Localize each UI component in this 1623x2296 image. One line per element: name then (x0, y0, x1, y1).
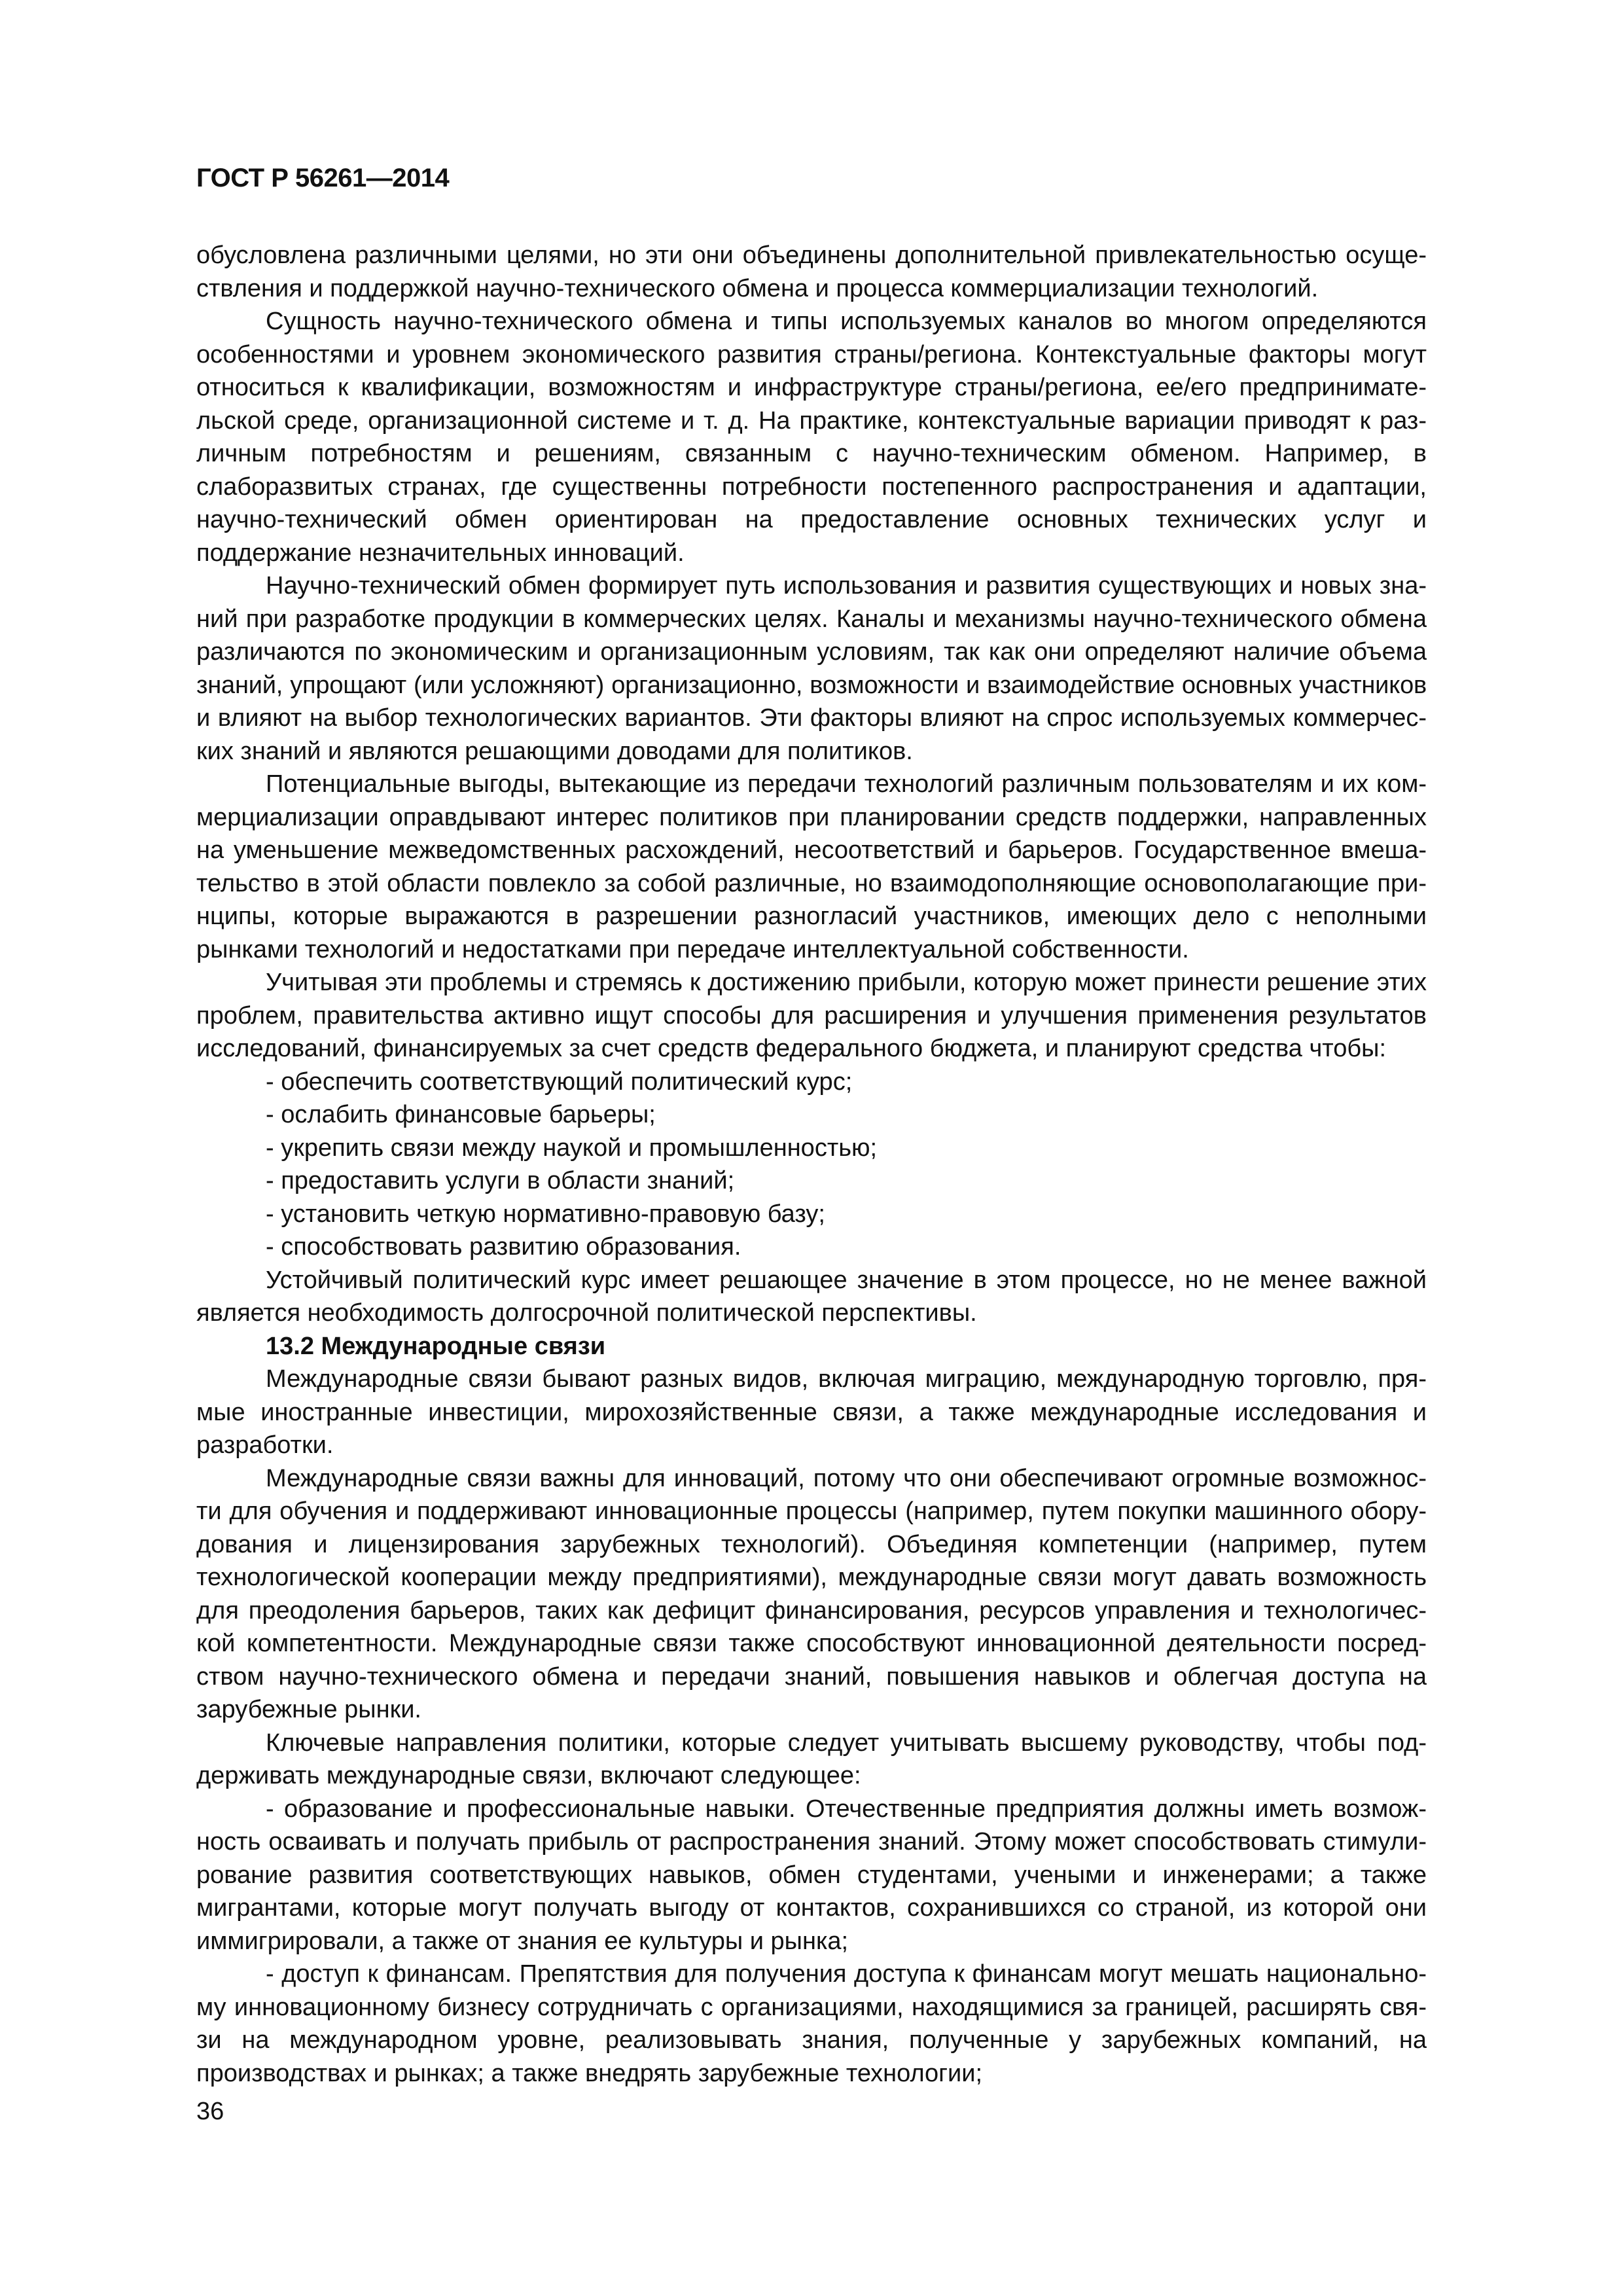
text-line: научно-технический обмен ориентирован на предоставление основных технических услуг и (196, 506, 1427, 533)
text-line: Ключевые направления политики, которые следует учитывать высшему руководству, чтобы под- (266, 1729, 1427, 1757)
text-line: мерциализации оправдывают интерес политиков при планировании средств поддержки, направленных (196, 803, 1427, 831)
text-line: Учитывая эти проблемы и стремясь к достижению прибыли, которую может принести решение этих (266, 969, 1427, 996)
text-line: му инновационному бизнесу сотрудничать с организациями, находящимися за границей, расширять свя- (196, 1993, 1427, 2021)
text-line: рование развития соответствующих навыков, обмен студентами, учеными и инженерами; а также (196, 1861, 1427, 1889)
text-line: иммигрировали, а также от знания ее культуры и рынка; (196, 1927, 849, 1955)
text-line: производствах и рынках; а также внедрять зарубежные технологии; (196, 2059, 983, 2087)
text-line: технологической кооперации между предприятиями), международные связи могут давать возможность (196, 1564, 1427, 1591)
list-item (196, 1164, 1427, 1198)
text-line: разработки. (196, 1431, 334, 1459)
paragraph (196, 966, 1427, 1066)
text-line: рынками технологий и недостатками при передаче интеллектуальной собственности. (196, 935, 1189, 963)
text-line: исследований, финансируемых за счет средств федерального бюджета, и планируют средства чтобы: (196, 1035, 1387, 1062)
paragraph (196, 1958, 1427, 2090)
text-line: относиться к квалификации, возможностям и инфраструктуре страны/региона, ее/его предпринимате- (196, 374, 1427, 401)
text-line: на уменьшение межведомственных расхождений, несоответствий и барьеров. Государственное вмеша- (196, 836, 1427, 864)
text-line: личным потребностям и решениям, связанным с научно-техническим обменом. Например, в (196, 440, 1427, 467)
text-line: проблем, правительства активно ищут способы для расширения и улучшения применения результатов (196, 1001, 1427, 1030)
text-line: кой компетентности. Международные связи также способствуют инновационной деятельности посред- (196, 1630, 1427, 1657)
text-line: держивать международные связи, включают следующее: (196, 1762, 861, 1789)
text-line: ствления и поддержкой научно-технического обмена и процесса коммерциализации технологий. (196, 274, 1319, 302)
text-line: является необходимость долгосрочной политической перспективы. (196, 1299, 977, 1327)
paragraph (196, 239, 1427, 305)
text-line: ти для обучения и поддерживают инновационные процессы (например, путем покупки машинного обору- (196, 1498, 1427, 1525)
section-heading (196, 1330, 1427, 1363)
text-line: Сущность научно-технического обмена и типы используемых каналов во многом определяются (266, 308, 1427, 335)
text-line: зи на международном уровне, реализовывать знания, полученные у зарубежных компаний, на (196, 2026, 1427, 2054)
text-line: - обеспечить соответствующий политический курс; (266, 1067, 853, 1096)
text-line: - укрепить связи между наукой и промышленностью; (266, 1134, 878, 1162)
text-line: - образование и профессиональные навыки. Отечественные предприятия должны иметь возмож- (266, 1795, 1427, 1823)
text-line: Международные связи важны для инноваций, потому что они обеспечивают огромные возможнос- (266, 1464, 1427, 1492)
text-line: - ослабить финансовые барьеры; (266, 1101, 656, 1128)
list-item (196, 1230, 1427, 1264)
text-line: обусловлена различными целями, но эти они объединены дополнительной привлекательностью осуще- (196, 242, 1427, 269)
text-line: ких знаний и являются решающими доводами для политиков. (196, 737, 913, 765)
paragraph (196, 1793, 1427, 1958)
text-line: дования и лицензирования зарубежных технологий). Объединяя компетенции (например, путем (196, 1530, 1427, 1558)
text-line: для преодоления барьеров, таких как дефицит финансирования, ресурсов управления и технологичес- (196, 1596, 1427, 1624)
text-line: различаются по экономическим и организационным условиям, так как они определяют наличие объема (196, 638, 1427, 666)
list-item (196, 1198, 1427, 1231)
paragraph (196, 569, 1427, 768)
text-line: - способствовать развитию образования. (266, 1233, 741, 1261)
text-line: льской среде, организационной системе и т. д. На практике, контекстуальные вариации приводят к раз- (196, 406, 1427, 435)
text-line: Потенциальные выгоды, вытекающие из передачи технологий различным пользователям и их ком- (266, 770, 1427, 798)
text-line: зарубежные рынки. (196, 1696, 421, 1723)
text-line: поддержание незначительных инноваций. (196, 539, 685, 567)
text-line: слаборазвитых странах, где существенны потребности постепенного распространения и адаптации, (196, 473, 1427, 501)
paragraph (196, 768, 1427, 966)
list-item (196, 1098, 1427, 1132)
document-code-header: ГОСТ Р 56261—2014 (196, 164, 450, 192)
text-line: Устойчивый политический курс имеет решающее значение в этом процессе, но не менее важной (266, 1266, 1427, 1294)
text-line: ством научно-технического обмена и передачи знаний, повышения навыков и облегчая доступа на (196, 1662, 1427, 1691)
text-line: нципы, которые выражаются в разрешении разногласий участников, имеющих дело с неполными (196, 903, 1427, 930)
text-line: ность осваивать и получать прибыль от распространения знаний. Этому может способствовать стимули- (196, 1828, 1427, 1856)
text-line: знаний, упрощают (или усложняют) организационно, возможности и взаимодействие основных участников (196, 671, 1427, 699)
paragraph (196, 1727, 1427, 1793)
text-line: мые иностранные инвестиции, мирохозяйственные связи, а также международные исследования и (196, 1398, 1427, 1426)
paragraph (196, 1363, 1427, 1462)
document-body (196, 239, 1427, 2090)
list-item (196, 1132, 1427, 1165)
text-line: особенностями и уровнем экономического развития страны/региона. Контекстуальные факторы могут (196, 340, 1427, 368)
text-line: Международные связи бывают разных видов, включая миграцию, международную торговлю, пря- (266, 1365, 1427, 1393)
paragraph (196, 305, 1427, 569)
text-line: ний при разработке продукции в коммерческих целях. Каналы и механизмы научно-технического обмена (196, 605, 1427, 633)
page-number: 36 (196, 2098, 224, 2125)
text-line: 13.2 Международные связи (266, 1332, 606, 1360)
paragraph (196, 1462, 1427, 1727)
text-line: - предоставить услуги в области знаний; (266, 1167, 735, 1194)
text-line: - установить четкую нормативно-правовую базу; (266, 1200, 825, 1228)
text-line: мигрантами, которые могут получать выгоду от контактов, сохранившихся со страной, из которой они (196, 1894, 1427, 1922)
text-line: и влияют на выбор технологических вариантов. Эти факторы влияют на спрос используемых коммерчес- (196, 704, 1427, 732)
list-item (196, 1066, 1427, 1099)
text-line: тельство в этой области повлекло за собой различные, но взаимодополняющие основополагающие при- (196, 869, 1427, 897)
text-line: - доступ к финансам. Препятствия для получения доступа к финансам могут мешать национально- (266, 1960, 1427, 1988)
paragraph (196, 1264, 1427, 1330)
text-line: Научно-технический обмен формирует путь использования и развития существующих и новых зна- (266, 572, 1427, 600)
